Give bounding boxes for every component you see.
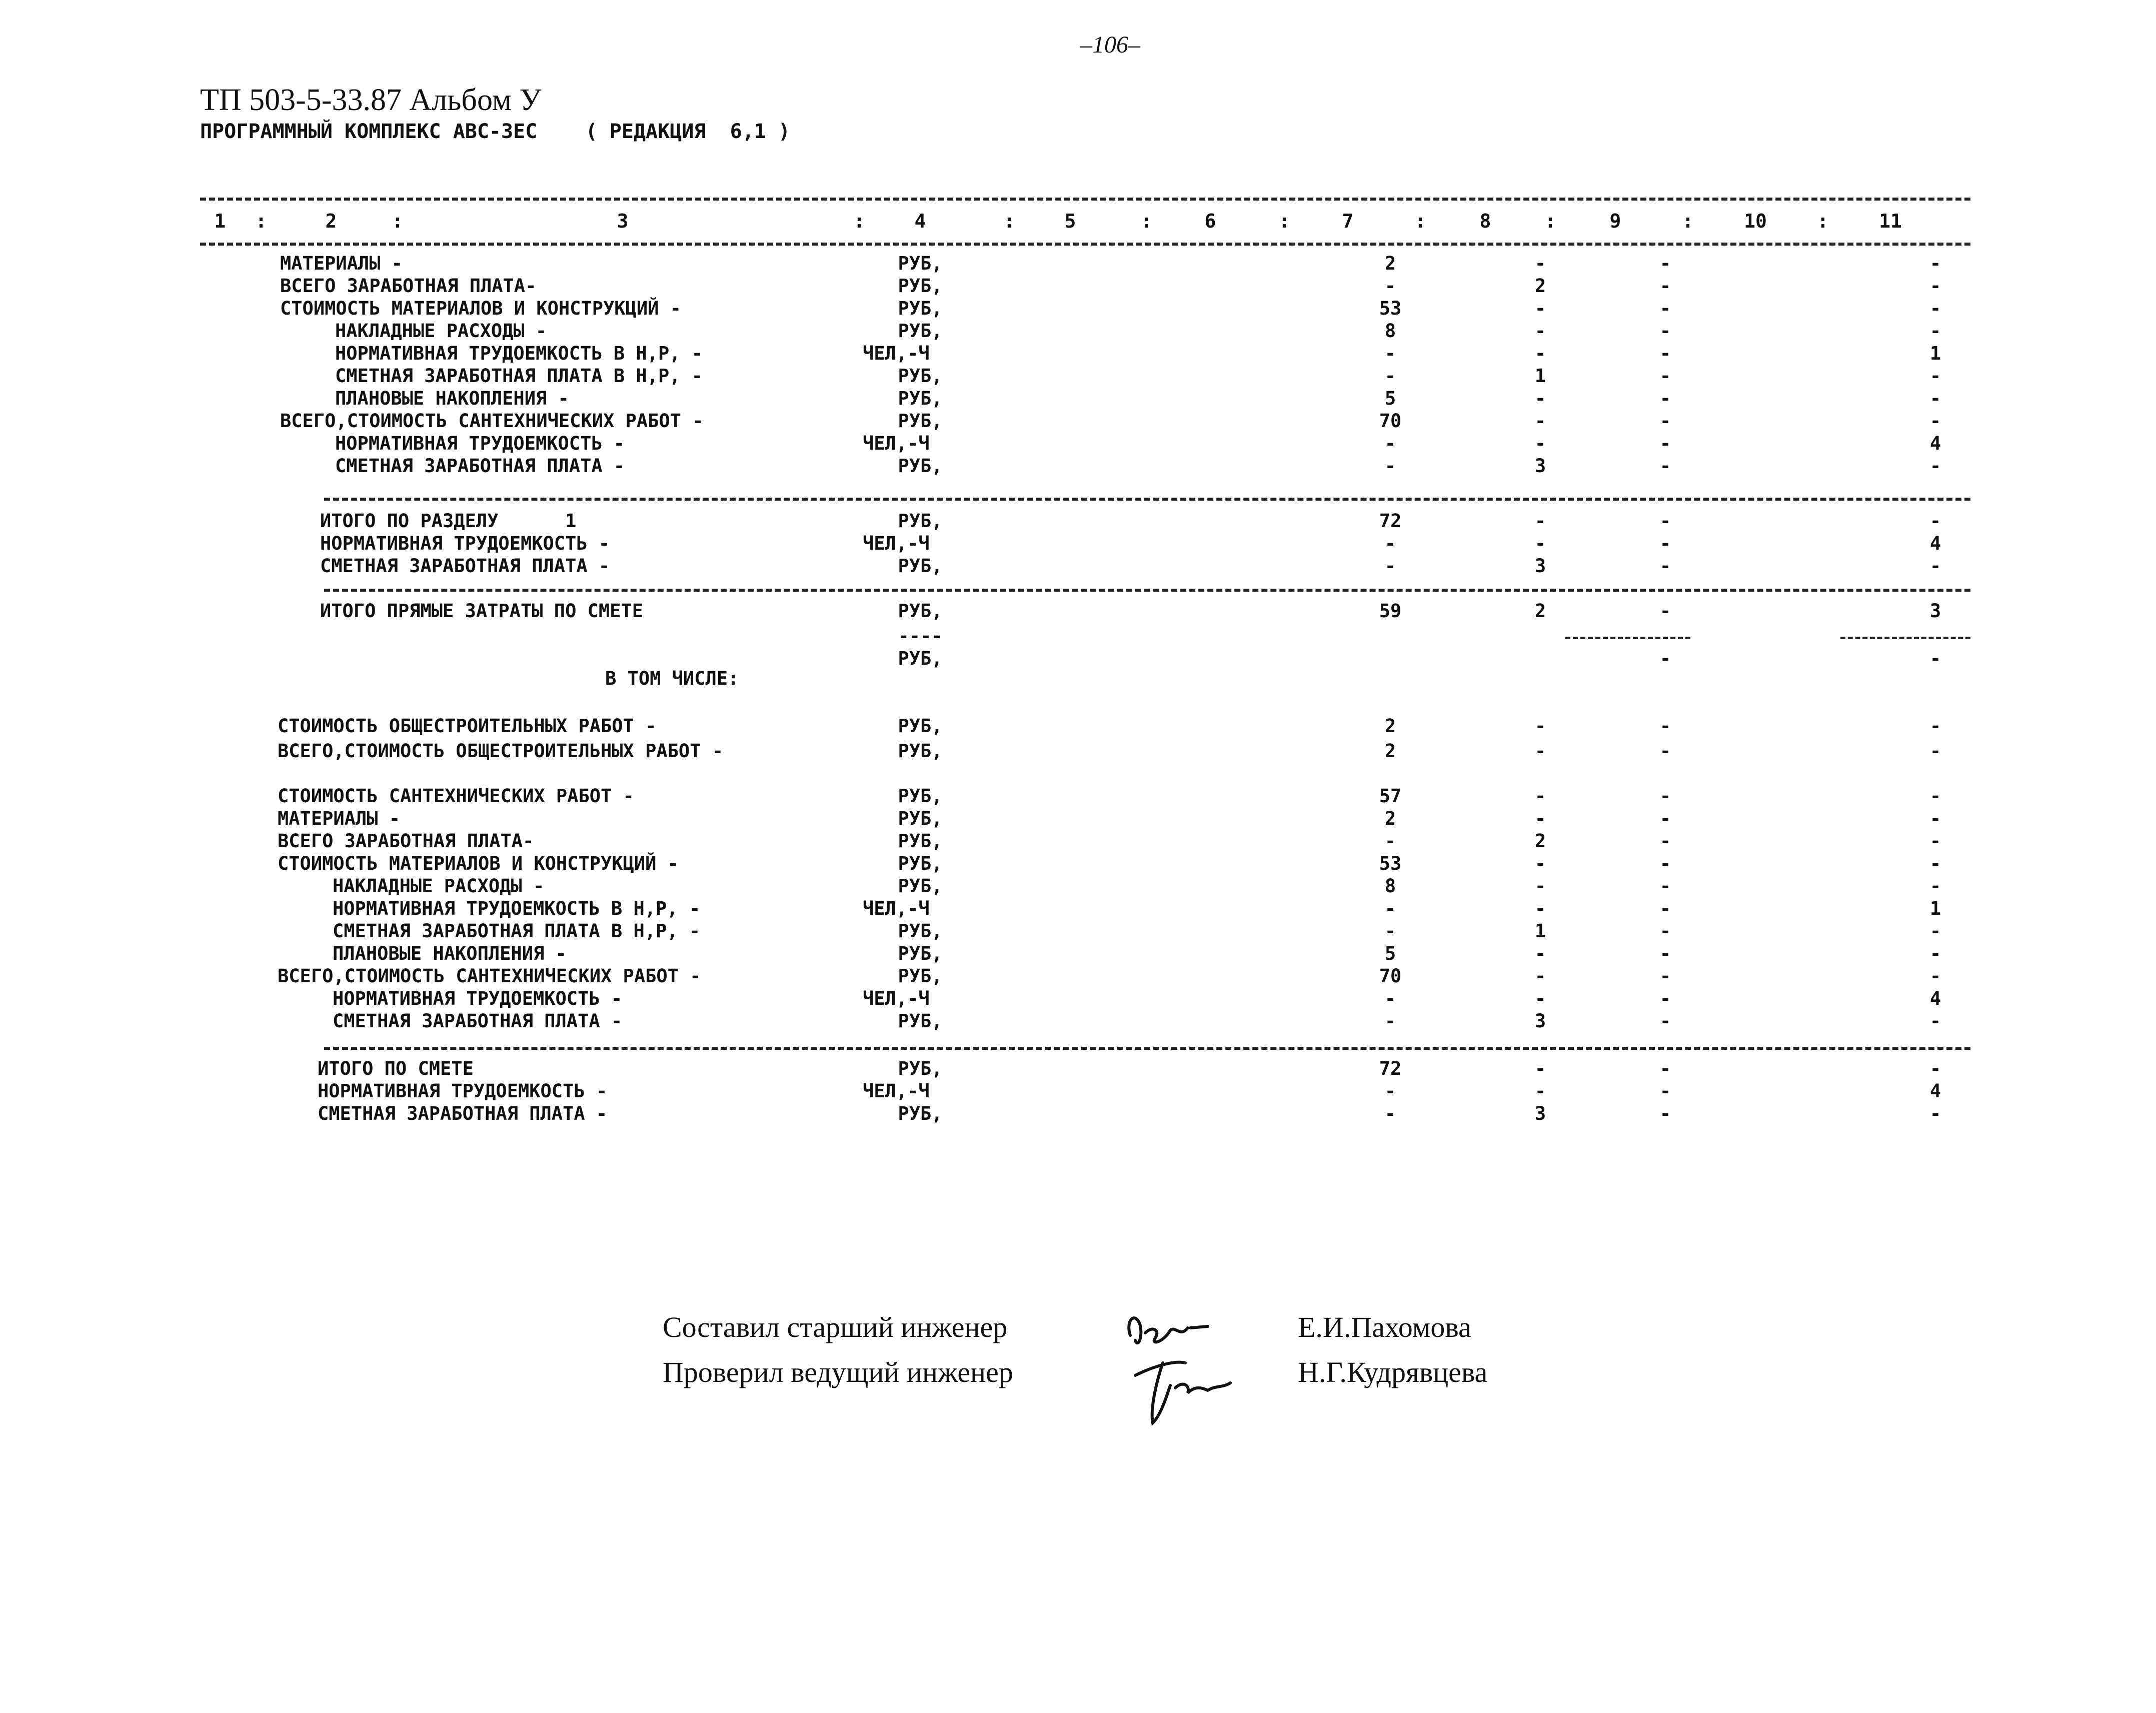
row-label: ИТОГО ПО СМЕТЕ [318,1058,474,1079]
row-col7-value: - [1384,555,1396,577]
col-separator: : [1544,210,1556,232]
row-col8-value: 2 [1534,600,1546,622]
row-label: ВСЕГО ЗАРАБОТНАЯ ПЛАТА- [280,275,537,297]
row-col9-value: - [1659,648,1671,669]
program-line: ПРОГРАММНЫЙ КОМПЛЕКС АВС-ЗЕС ( РЕДАКЦИЯ 6,1 ) [200,120,791,143]
table-row [0,1010,2156,1033]
col-separator: : [1141,210,1153,232]
row-col9-value: - [1659,898,1671,919]
table-row [0,808,2156,831]
row-col7-value: - [1384,275,1396,297]
row-unit: РУБ, [898,510,943,532]
row-col11-value: 4 [1929,988,1941,1009]
row-col7-value: - [1384,898,1396,919]
row-col8-value: 1 [1534,365,1546,387]
row-col9-value: - [1659,988,1671,1009]
row-label: ВСЕГО,СТОИМОСТЬ САНТЕХНИЧЕСКИХ РАБОТ - [278,965,701,987]
row-col11-value: - [1929,1010,1941,1032]
table-row [0,830,2156,853]
row-label: СМЕТНАЯ ЗАРАБОТНАЯ ПЛАТА В Н,Р, - [333,920,701,942]
row-col9-value: - [1659,253,1671,274]
table-row [0,668,2156,691]
row-col9-value: - [1659,785,1671,807]
row-col8-value: - [1534,410,1546,432]
row-col7-value: 53 [1379,298,1402,319]
row-col9-value: - [1659,1080,1671,1102]
row-label: НОРМАТИВНАЯ ТРУДОЕМКОСТЬ В Н,Р, - [335,343,703,364]
row-col8-value: 3 [1534,455,1546,477]
row-col8-value: - [1534,510,1546,532]
row-label: В ТОМ ЧИСЛЕ: [605,668,739,689]
row-col8-value: - [1534,320,1546,342]
row-col8-value: - [1534,343,1546,364]
col-separator: : [1414,210,1426,232]
row-col8-value: - [1534,740,1546,762]
col-separator: : [853,210,865,232]
row-col9-value: - [1659,740,1671,762]
row-col7-value: - [1384,1080,1396,1102]
row-col7-value: 2 [1384,715,1396,737]
row-col11-value: - [1929,785,1941,807]
row-col7-value: - [1384,988,1396,1009]
row-col11-value: 1 [1929,898,1941,919]
row-unit: РУБ, [898,853,943,874]
row-col11-value: - [1929,715,1941,737]
row-label: СТОИМОСТЬ ОБЩЕСТРОИТЕЛЬНЫХ РАБОТ - [278,715,657,737]
row-unit: ---- [898,625,943,647]
checked-by-name: Н.Г.Кудрявцева [1298,1356,1488,1388]
row-col11-value: - [1929,365,1941,387]
row-label: НАКЛАДНЫЕ РАСХОДЫ - [335,320,547,342]
row-col9-value: - [1659,410,1671,432]
row-col8-value: - [1534,808,1546,829]
row-col8-value: - [1534,715,1546,737]
row-col11-value: - [1929,808,1941,829]
row-col11-value: - [1929,1103,1941,1124]
table-row [0,343,2156,366]
row-label: НОРМАТИВНАЯ ТРУДОЕМКОСТЬ - [318,1080,608,1102]
row-unit: ЧЕЛ,-Ч [863,1080,930,1102]
row-col11-value: - [1929,740,1941,762]
section-rule [324,1047,1970,1050]
table-row [0,625,2156,648]
table-row [0,853,2156,876]
row-col7-value: - [1384,343,1396,364]
row-col7-value: - [1384,830,1396,852]
table-row [0,965,2156,988]
row-col7-value: 5 [1384,388,1396,409]
row-col11-value: - [1929,388,1941,409]
row-label: СТОИМОСТЬ МАТЕРИАЛОВ И КОНСТРУКЦИЙ - [278,853,679,874]
section-rule [324,498,1970,501]
row-unit: РУБ, [898,715,943,737]
col-separator: : [1278,210,1290,232]
row-unit: РУБ, [898,600,943,622]
row-unit: РУБ, [898,253,943,274]
row-col7-value: 5 [1384,943,1396,964]
table-column-header [200,210,1970,240]
table-row [0,533,2156,556]
row-col7-value: 2 [1384,740,1396,762]
col-header-5: 5 [1064,210,1076,232]
table-row [0,455,2156,478]
row-unit: РУБ, [898,388,943,409]
row-col9-value: - [1659,510,1671,532]
col-separator: : [392,210,404,232]
row-col11-value: - [1929,410,1941,432]
row-col7-value: - [1384,1010,1396,1032]
row-col8-value: - [1534,298,1546,319]
table-row [0,898,2156,921]
row-label: МАТЕРИАЛЫ - [278,808,401,829]
row-col11-value: - [1929,943,1941,964]
table-row [0,555,2156,578]
row-col11-value: - [1929,298,1941,319]
col-header-1: 1 [214,210,226,232]
row-col8-value: 2 [1534,275,1546,297]
table-row [0,320,2156,343]
table-row [0,388,2156,411]
row-col7-value: 59 [1379,600,1402,622]
table-row [0,433,2156,456]
row-unit: РУБ, [898,808,943,829]
table-row [0,600,2156,623]
row-col8-value: - [1534,943,1546,964]
page-number: –106– [1080,32,1140,58]
row-label: СМЕТНАЯ ЗАРАБОТНАЯ ПЛАТА - [335,455,625,477]
row-col9-value: - [1659,830,1671,852]
row-col11-value: - [1929,555,1941,577]
row-unit: РУБ, [898,648,943,669]
row-unit: РУБ, [898,965,943,987]
row-col11-value: - [1929,275,1941,297]
row-col7-value: - [1384,455,1396,477]
row-unit: ЧЕЛ,-Ч [863,988,930,1009]
row-col11-value: 4 [1929,533,1941,554]
row-label: СМЕТНАЯ ЗАРАБОТНАЯ ПЛАТА - [333,1010,623,1032]
row-unit: ЧЕЛ,-Ч [863,533,930,554]
row-col9-value: - [1659,433,1671,454]
row-col8-value: 3 [1534,1010,1546,1032]
row-col11-value: 4 [1929,433,1941,454]
col-separator: : [1003,210,1015,232]
row-unit: РУБ, [898,875,943,897]
row-col8-value: - [1534,388,1546,409]
row-label: МАТЕРИАЛЫ - [280,253,403,274]
album-title: ТП 503-5-33.87 Альбом У [200,83,542,117]
row-label: СМЕТНАЯ ЗАРАБОТНАЯ ПЛАТА В Н,Р, - [335,365,703,387]
table-row [0,365,2156,388]
table-row [0,943,2156,966]
row-label: НОРМАТИВНАЯ ТРУДОЕМКОСТЬ В Н,Р, - [333,898,701,919]
row-label: НОРМАТИВНАЯ ТРУДОЕМКОСТЬ - [333,988,623,1009]
row-col7-value: - [1384,365,1396,387]
row-col11-value: - [1929,455,1941,477]
table-row [0,410,2156,433]
row-col7-value: - [1384,433,1396,454]
row-col9-value: - [1659,715,1671,737]
row-col9-value: - [1659,365,1671,387]
table-row [0,785,2156,808]
row-label: СТОИМОСТЬ МАТЕРИАЛОВ И КОНСТРУКЦИЙ - [280,298,681,319]
row-col7-value: 2 [1384,253,1396,274]
row-label: НОРМАТИВНАЯ ТРУДОЕМКОСТЬ - [335,433,625,454]
row-col7-value: 8 [1384,320,1396,342]
row-col9-value: - [1659,388,1671,409]
col-separator: : [1682,210,1694,232]
row-col7-value: 57 [1379,785,1402,807]
compiled-by-name: Е.И.Пахомова [1298,1311,1471,1343]
col-header-8: 8 [1479,210,1491,232]
row-col7-value: 70 [1379,410,1402,432]
row-col11-value: - [1929,320,1941,342]
row-unit: РУБ, [898,830,943,852]
row-col8-value: - [1534,898,1546,919]
row-col7-value: 72 [1379,1058,1402,1079]
compiled-by-label: Составил старший инженер [663,1311,1008,1343]
row-col9-value: - [1659,965,1671,987]
row-col9-value: - [1659,1058,1671,1079]
row-col11-value: - [1929,253,1941,274]
row-unit: РУБ, [898,455,943,477]
row-col9-value: - [1659,298,1671,319]
row-label: ВСЕГО,СТОИМОСТЬ САНТЕХНИЧЕСКИХ РАБОТ - [280,410,704,432]
row-unit: ЧЕЛ,-Ч [863,898,930,919]
table-row [0,1103,2156,1126]
row-unit: РУБ, [898,1103,943,1124]
row-col9-value: - [1659,1103,1671,1124]
row-col9-value: - [1659,555,1671,577]
row-col8-value: - [1534,533,1546,554]
row-label: СТОИМОСТЬ САНТЕХНИЧЕСКИХ РАБОТ - [278,785,634,807]
row-col9-value: - [1659,533,1671,554]
col-header-7: 7 [1342,210,1354,232]
col-separator: : [255,210,267,232]
row-unit: РУБ, [898,275,943,297]
row-col9-value: - [1659,343,1671,364]
row-unit: РУБ, [898,785,943,807]
row-unit: РУБ, [898,943,943,964]
col-header-9: 9 [1609,210,1621,232]
row-unit: РУБ, [898,365,943,387]
subtotal-rule [1840,637,1970,639]
col-header-6: 6 [1204,210,1216,232]
row-col11-value: - [1929,965,1941,987]
row-col8-value: - [1534,875,1546,897]
row-col11-value: 3 [1929,600,1941,622]
row-label: ИТОГО ПРЯМЫЕ ЗАТРАТЫ ПО СМЕТЕ [320,600,644,622]
row-col7-value: - [1384,920,1396,942]
row-col9-value: - [1659,600,1671,622]
table-top-rule [200,198,1970,201]
table-row [0,253,2156,276]
row-unit: ЧЕЛ,-Ч [863,433,930,454]
row-col8-value: 3 [1534,1103,1546,1124]
row-col7-value: - [1384,1103,1396,1124]
row-unit: РУБ, [898,410,943,432]
row-col8-value: - [1534,988,1546,1009]
table-row [0,510,2156,533]
row-col9-value: - [1659,875,1671,897]
row-col11-value: - [1929,648,1941,669]
table-row [0,1058,2156,1081]
col-header-11: 11 [1879,210,1902,232]
row-col9-value: - [1659,853,1671,874]
row-col7-value: 70 [1379,965,1402,987]
row-col7-value: 53 [1379,853,1402,874]
row-col11-value: - [1929,510,1941,532]
row-col11-value: 1 [1929,343,1941,364]
table-row [0,1080,2156,1103]
row-label: ИТОГО ПО РАЗДЕЛУ 1 [320,510,577,532]
row-col9-value: - [1659,920,1671,942]
row-col11-value: - [1929,920,1941,942]
col-header-4: 4 [914,210,926,232]
subtotal-rule [1565,637,1690,639]
table-row [0,740,2156,763]
row-col8-value: 3 [1534,555,1546,577]
table-row [0,988,2156,1011]
checked-by-label: Проверил ведущий инженер [663,1356,1013,1388]
row-col7-value: 8 [1384,875,1396,897]
row-col8-value: - [1534,1080,1546,1102]
row-col9-value: - [1659,275,1671,297]
row-col7-value: - [1384,533,1396,554]
row-label: НОРМАТИВНАЯ ТРУДОЕМКОСТЬ - [320,533,610,554]
col-header-2: 2 [325,210,337,232]
row-unit: РУБ, [898,320,943,342]
row-unit: РУБ, [898,740,943,762]
row-col8-value: 2 [1534,830,1546,852]
row-col11-value: - [1929,853,1941,874]
col-header-3: 3 [617,210,629,232]
row-col7-value: 2 [1384,808,1396,829]
row-col9-value: - [1659,1010,1671,1032]
row-label: ПЛАНОВЫЕ НАКОПЛЕНИЯ - [333,943,567,964]
row-unit: РУБ, [898,1058,943,1079]
col-header-10: 10 [1744,210,1767,232]
row-col11-value: - [1929,1058,1941,1079]
row-col8-value: - [1534,433,1546,454]
row-label: ВСЕГО ЗАРАБОТНАЯ ПЛАТА- [278,830,534,852]
row-col11-value: 4 [1929,1080,1941,1102]
row-col8-value: - [1534,965,1546,987]
table-row [0,920,2156,943]
row-col7-value: 72 [1379,510,1402,532]
row-col9-value: - [1659,808,1671,829]
row-unit: РУБ, [898,1010,943,1032]
row-col8-value: - [1534,853,1546,874]
row-col11-value: - [1929,830,1941,852]
row-col8-value: 1 [1534,920,1546,942]
handwritten-signatures [1115,1300,1295,1430]
row-unit: ЧЕЛ,-Ч [863,343,930,364]
table-row [0,275,2156,298]
section-rule [324,589,1970,592]
table-row [0,715,2156,738]
header-bottom-rule [200,243,1970,246]
row-col8-value: - [1534,1058,1546,1079]
col-separator: : [1817,210,1829,232]
row-col9-value: - [1659,320,1671,342]
row-col8-value: - [1534,253,1546,274]
table-row [0,298,2156,321]
row-unit: РУБ, [898,920,943,942]
row-col9-value: - [1659,943,1671,964]
row-unit: РУБ, [898,555,943,577]
row-label: НАКЛАДНЫЕ РАСХОДЫ - [333,875,545,897]
row-label: СМЕТНАЯ ЗАРАБОТНАЯ ПЛАТА - [320,555,610,577]
row-label: ВСЕГО,СТОИМОСТЬ ОБЩЕСТРОИТЕЛЬНЫХ РАБОТ - [278,740,724,762]
row-label: СМЕТНАЯ ЗАРАБОТНАЯ ПЛАТА - [318,1103,608,1124]
row-col9-value: - [1659,455,1671,477]
row-label: ПЛАНОВЫЕ НАКОПЛЕНИЯ - [335,388,569,409]
row-col11-value: - [1929,875,1941,897]
table-row [0,875,2156,898]
row-unit: РУБ, [898,298,943,319]
row-col8-value: - [1534,785,1546,807]
